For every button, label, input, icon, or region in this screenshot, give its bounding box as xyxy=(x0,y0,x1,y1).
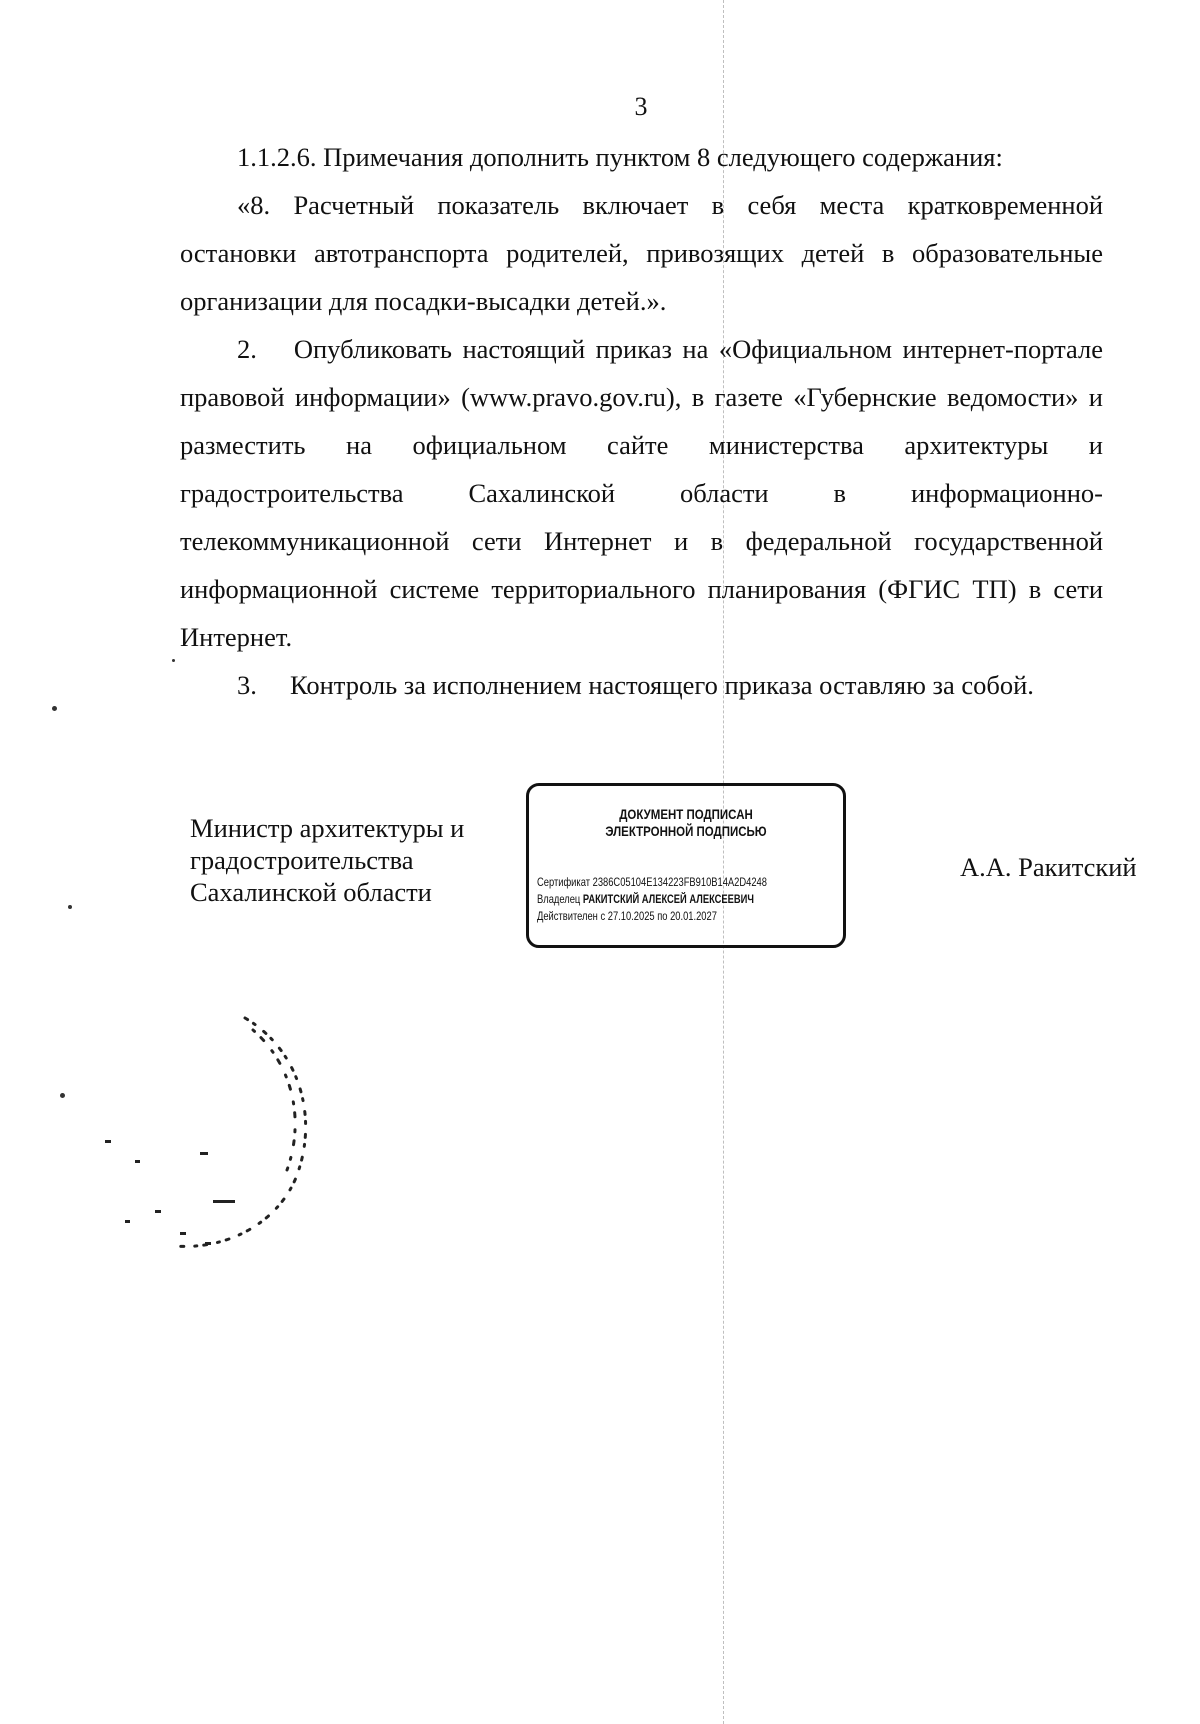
esign-title-line-2: ЭЛЕКТРОННОЙ ПОДПИСЬЮ xyxy=(605,823,767,839)
esign-certificate-label: Сертификат xyxy=(537,875,591,889)
page-number: 3 xyxy=(634,92,648,121)
paragraph-item-2: 2. Опубликовать настоящий приказ на «Официальном интернет-портале правовой информации» (www.pravo.gov.ru), в газете «Губернские ведомости» и разместить на официальном сайте министерства архитектуры и градостроительства Сахалинской области в информационно-телекоммуникационной сети Интернет и в федеральной государственной информационной системе территориального планирования (ФГИС ТП) в сети Интернет. xyxy=(180,334,1103,652)
signer-name: А.А. Ракитский xyxy=(960,852,1137,882)
esign-owner-label: Владелец xyxy=(537,892,581,906)
signatory-position-line-2: градостроительства xyxy=(190,845,414,875)
scan-speck xyxy=(172,659,175,662)
paragraph-item-3: 3. Контроль за исполнением настоящего приказа оставляю за собой. xyxy=(237,670,1034,700)
electronic-signature-stamp xyxy=(526,783,846,948)
scan-speck xyxy=(68,905,72,909)
faded-seal-mark xyxy=(95,1010,335,1260)
signatory-position xyxy=(190,812,500,908)
esign-valid-label: Действителен xyxy=(537,909,598,923)
esign-title xyxy=(557,806,814,840)
scan-speck xyxy=(52,706,57,711)
signatory-position-line-3: Сахалинской области xyxy=(190,877,432,907)
paragraph-note-8: «8. Расчетный показатель включает в себя места кратковременной остановки автотранспорта родителей, привозящих детей в образовательные организации для посадки-высадки детей.». xyxy=(180,190,1103,316)
paragraph-1-1-2-6: 1.1.2.6. Примечания дополнить пунктом 8 следующего содержания: xyxy=(237,142,1003,172)
esign-certificate-value: 2386C05104E134223FB910B14A2D4248 xyxy=(592,875,767,889)
signatory-position-line-1: Министр архитектуры и xyxy=(190,813,465,843)
document-body xyxy=(180,133,1103,709)
esign-owner-value: РАКИТСКИЙ АЛЕКСЕЙ АЛЕКСЕЕВИЧ xyxy=(582,892,754,906)
esign-details xyxy=(537,874,794,925)
esign-certificate-row xyxy=(537,874,794,891)
scan-speck xyxy=(60,1093,65,1098)
esign-valid-value: с 27.10.2025 по 20.01.2027 xyxy=(600,909,717,923)
esign-title-line-1: ДОКУМЕНТ ПОДПИСАН xyxy=(619,806,753,822)
esign-owner-row xyxy=(537,891,794,908)
esign-valid-row xyxy=(537,908,794,925)
